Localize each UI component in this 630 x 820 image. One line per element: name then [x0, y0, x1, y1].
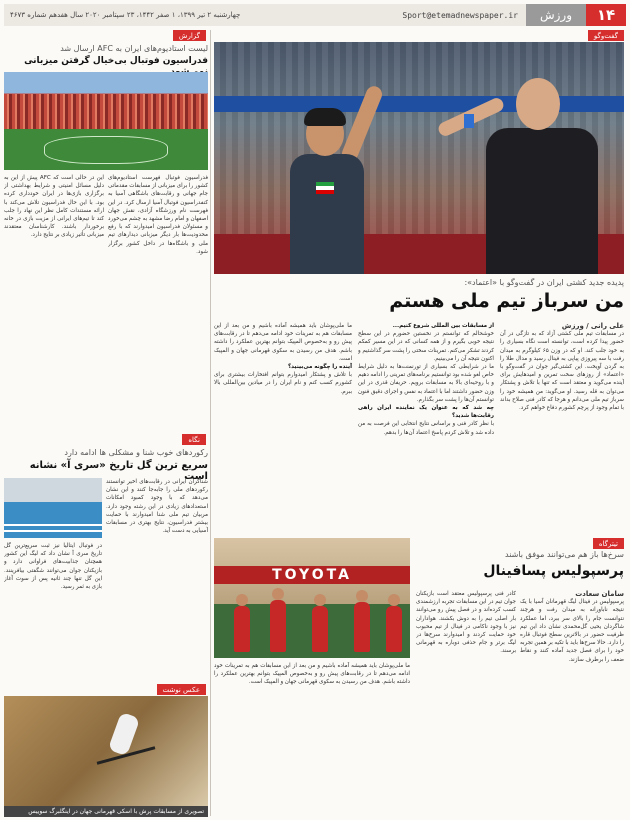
sub-text1: پرسپولیس در فینال لیگ قهرمانان آسیا با یک نتیجه ناباورانه به میدان رفت و هرچند نتوانست جام را بالای سر ببرد، اما عملکرد شاگردان یحیی گل‌محمدی نشان داد این تیم ظرفیت حضور در بالاترین سطح فوتبال قاره را دارد. حالا سرخ‌ها باید با تکیه بر همین تجربه خود را برای فصل جدید آماده کنند و نقاط ضعف را برطرف سازند. — [520, 599, 624, 663]
ski-jump-photo — [4, 696, 208, 806]
page-header — [4, 4, 626, 26]
referee-figure — [476, 78, 606, 274]
hero-photo-wrestling — [214, 42, 624, 274]
section-email: Sport@etemadnewspaper.ir — [402, 10, 518, 20]
section-name: ورزش — [526, 4, 586, 26]
main-a2: با نظر کادر فنی و براساس نتایج انتخابی این فرصت به من داده شد و تلاش کردم پاسخ اعتماد آن‌ها را بدهم. — [358, 421, 494, 436]
sub-byline: سامان سعادت — [575, 590, 624, 598]
tag-photo: عکس نوشت — [157, 684, 207, 695]
column-divider — [210, 30, 211, 816]
tag-report: گزارش — [173, 30, 206, 41]
main-q1: از مسابقات بین المللی شروع کنیم... — [392, 323, 494, 329]
stadium-banner: TOYOTA — [214, 566, 410, 584]
main-col-3 — [214, 322, 352, 534]
football-photo — [214, 538, 410, 658]
left-mid-title: سریع ترین گل تاریخ «سری آ» نشانه است — [29, 460, 208, 482]
tag-sub: تیترگاه — [593, 538, 624, 549]
main-byline: علی‌ رانی / ورزش — [561, 322, 624, 330]
left-mid-kicker: رکوردهای خوب شنا و مشکلی ها ادامه دارد — [64, 448, 208, 457]
left-col-2 — [4, 174, 104, 430]
left-mid-text2: در فوتبال ایتالیا نیز ثبت سریع‌ترین گل تاریخ سری آ نشان داد که لیگ این کشور همچنان جذابیت‌های فراوانی دارد و بازیکنان جوان می‌توانند شگفتی بیافرینند. این گل تنها چند ثانیه پس از سوت آغاز بازی به ثمر رسید. — [4, 543, 102, 591]
left-kicker: لیست استادیوم‌های ایران به AFC ارسال شد — [60, 44, 208, 53]
left-mid-col-2 — [4, 542, 102, 678]
main-col1-text: در مسابقات تیم ملی کشتی آزاد که به تازگی در آن حضور پیدا کرده است، توانسته است نگاه بسیاری را به خود جلب کند. او که در وزن ۶۵ کیلوگرم به میدان رفت با سه پیروزی پیاپی به فینال رسید و مدال طلا را به گردن آویخت. این کشتی‌گیر جوان در گفت‌وگو با «اعتماد» از روزهای سخت تمرین و امیدهایش برای آینده می‌گوید و معتقد است که تنها با تلاش و پشتکار می‌توان به قله رسید. او می‌گوید: من همیشه خود را سرباز تیم ملی می‌دانم و هرجا که کادر فنی صلاح بداند با تمام وجود از پرچم کشورم دفاع خواهم کرد. — [500, 331, 624, 412]
sub-col-3 — [214, 662, 410, 816]
wrestler-figure — [276, 112, 386, 274]
left-text2: این در حالی است که AFC پیش از این به دلیل مسائل امنیتی و شرایط بهداشتی از برگزاری بازی‌ها در ایران خودداری کرده بود. با این حال فدراسیون تلاش می‌کند با ارائه مستندات کامل نظر این نهاد را جلب کند تا تیم‌های ایرانی از مزیت بازی در خانه برخوردار باشند. کارشناسان معتقدند میزبانی تأثیر زیادی بر نتایج دارد. — [4, 175, 104, 239]
main-q3: آینده را چگونه می‌بینید؟ — [287, 364, 352, 371]
tag-view: نگاه — [182, 434, 206, 445]
main-q2: چه شد که به عنوان یک نماینده ایران راهی رقابت‌ها شدید؟ — [358, 405, 494, 420]
main-title: من سرباز تیم ملی هستم — [389, 290, 624, 312]
ski-caption: تصویری از مسابقات پرش با اسکی قهرمانی جهان در اینگلبرگ سوییس — [4, 806, 208, 817]
main-col-1 — [500, 322, 624, 534]
main-a3: با تلاش و پشتکار امیدوارم بتوانم افتخارات بیشتری برای کشورم کسب کنم و نام ایران را در میادین بین‌المللی بالا ببرم. — [214, 372, 352, 395]
main-col2-text: ما در شرایطی که بسیاری از تورنمنت‌ها به دلیل شرایط خاص لغو شده بود توانستیم برنامه‌های تمرینی را ادامه دهیم و با روحیه‌ای بالا به مسابقات برویم. حریفان قدری در این وزن حضور داشتند اما با اعتماد به نفس و اجرای دقیق فنون توانستم آن‌ها را پشت سر بگذارم. — [358, 364, 494, 403]
main-col3-text: ما ملی‌پوشان باید همیشه آماده باشیم و من بعد از این مسابقات هم به تمرینات خود ادامه می‌دهم تا در رقابت‌های پیش رو و به‌خصوص المپیک بتوانم بهترین عملکرد را داشته باشم. هدف من رسیدن به سکوی قهرمانی جهان و المپیک است. — [214, 323, 352, 362]
dateline: چهارشنبه ۲ تیر ۱۳۹۹، ۱ صفر ۱۴۴۲، ۲۳ سپتامبر ۲۰۲۰ سال هفدهم شماره ۴۶۷۳ — [10, 11, 241, 19]
left-text1: فدراسیون فوتبال فهرست استادیوم‌های کشور را برای میزبانی از مسابقات مقدماتی جام جهانی و رقابت‌های باشگاهی آسیا به کنفدراسیون فوتبال آسیا ارسال کرد. در این فهرست نام ورزشگاه آزادی، نقش جهان اصفهان و امام رضا مشهد به چشم می‌خورد و مسئولان فدراسیون امیدوارند که با رفع محدودیت‌ها بار دیگر میزبانی دیدارهای تیم ملی و باشگاه‌ها در داخل کشور برگزار شود. — [108, 175, 208, 255]
main-a1: خوشحالم که توانستم در نخستین حضورم در این سطح نتیجه خوبی بگیرم و از همه کسانی که در این مسیر کمکم کردند تشکر می‌کنم. تمرینات سختی را پشت سر گذاشتیم و اکنون نتیجه آن را می‌بینیم. — [358, 331, 494, 362]
sub-text2: کادر فنی پرسپولیس معتقد است بازیکنان جوان تیم در این مسابقات تجربه ارزشمندی کسب کرده‌اند و در فصل پیش رو می‌توانند بار اصلی تیم را به دوش بکشند. هواداران نیز با وجود ناکامی در فینال از تیم محبوب خود حمایت کردند و امیدوارند سرخ‌ها در لیگ برتر و جام حذفی دوباره به قهرمانی برسند. — [416, 591, 516, 655]
sub-kicker: سرخ‌ها باز هم می‌توانند موفق باشند — [505, 550, 624, 559]
main-kicker: پدیده جدید کشتی ایران در گفت‌وگو با «اعتماد»: — [464, 278, 624, 287]
tag-interview: گفت‌وگو — [588, 30, 624, 41]
swimming-photo — [4, 478, 102, 538]
sub-col-1 — [520, 590, 624, 816]
page-number: ۱۴ — [586, 4, 626, 26]
left-col-1 — [108, 174, 208, 430]
left-mid-text1: شناگران ایرانی در رقابت‌های اخیر توانستند رکوردهای ملی را جابه‌جا کنند و این نشان می‌دهد که با وجود کمبود امکانات استعدادهای زیادی در این رشته وجود دارد. مربیان تیم ملی شنا امیدوارند با حمایت بیشتر فدراسیون، نتایج بهتری در مسابقات آسیایی به دست آید. — [106, 479, 208, 535]
sub-col-2 — [416, 590, 516, 816]
left-title: فدراسیون فوتبال بی‌خیال گرفتن میزبانی — [24, 56, 208, 66]
left-mid-col-1 — [106, 478, 208, 678]
sub-text3: ما ملی‌پوشان باید همیشه آماده باشیم و من بعد از این مسابقات هم به تمرینات خود ادامه می‌دهم تا در رقابت‌های پیش رو و به‌خصوص المپیک بتوانم بهترین عملکرد را داشته باشم. هدف من رسیدن به سکوی قهرمانی جهان و المپیک است. — [214, 663, 410, 686]
main-col-2 — [358, 322, 494, 534]
sub-title: پرسپولیس پسافینال — [483, 563, 624, 579]
stadium-photo — [4, 72, 208, 170]
